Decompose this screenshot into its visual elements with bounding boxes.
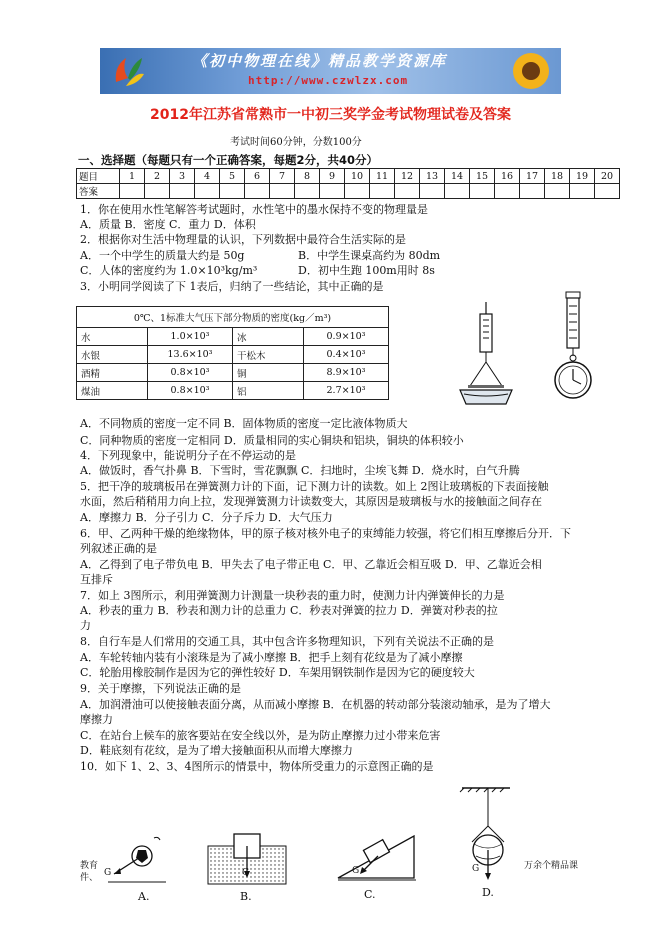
answer-cell[interactable] (220, 184, 245, 199)
q2-stem: 2．根据你对生活中物理量的认识，下列数据中最符合生活实际的是 (80, 233, 406, 246)
spring-balance-glass-plate-figure (456, 300, 516, 410)
q6-line-1: 6．甲、乙两种干燥的绝缘物体，甲的原子核对核外电子的束缚能力较强，将它们相互摩擦后分开．下 (80, 527, 571, 540)
figure-label-a: A. (138, 890, 150, 903)
answer-table-label: 答案 (77, 184, 120, 199)
answer-cell[interactable] (320, 184, 345, 199)
answer-cell[interactable] (295, 184, 320, 199)
q3-options-ab: A．不同物质的密度一定不同 B．固体物质的密度一定比液体物质大 (80, 417, 408, 430)
q10-stem: 10．如下 1、2、3、4图所示的情景中，物体所受重力的示意图正确的是 (80, 760, 434, 773)
answer-cell[interactable] (570, 184, 595, 199)
substance-name: 铝 (233, 382, 304, 400)
q7-line-3: 力 (80, 619, 91, 632)
density-value: 0.8×10³ (148, 382, 233, 400)
substance-name: 干松木 (233, 346, 304, 364)
table-row (77, 346, 389, 364)
answer-cell[interactable] (495, 184, 520, 199)
density-table-caption: 0℃、1标准大气压下部分物质的密度(kg／m³) (77, 307, 389, 328)
substance-name: 酒精 (77, 364, 148, 382)
answer-table (76, 168, 620, 199)
density-value: 8.9×10³ (304, 364, 389, 382)
substance-name: 水银 (77, 346, 148, 364)
force-label-c: G (352, 866, 360, 876)
answer-cell[interactable] (520, 184, 545, 199)
answer-table-row (77, 169, 620, 184)
answer-table-label: 题目 (77, 169, 120, 184)
question-number: 10 (345, 169, 370, 184)
question-number: 4 (195, 169, 220, 184)
density-table (76, 306, 389, 400)
q2-option-c: C．人体的密度约为 1.0×10³kg/m³ (80, 264, 258, 277)
header-banner (100, 48, 561, 94)
question-number: 18 (545, 169, 570, 184)
q5-options: A．摩擦力 B．分子引力 C．分子斥力 D．大气压力 (80, 511, 333, 524)
side-note-left-1: 教育 (80, 861, 99, 871)
density-value: 0.9×10³ (304, 328, 389, 346)
density-value: 0.8×10³ (148, 364, 233, 382)
question-number: 7 (270, 169, 295, 184)
sunflower-icon (509, 50, 553, 92)
answer-cell[interactable] (370, 184, 395, 199)
question-number: 16 (495, 169, 520, 184)
table-row (77, 382, 389, 400)
q7-line-2: A．秒表的重力 B．秒表和测力计的总重力 C．秒表对弹簧的拉力 D．弹簧对秒表的拉 (80, 604, 498, 617)
question-number: 13 (420, 169, 445, 184)
answer-cell[interactable] (545, 184, 570, 199)
answer-cell[interactable] (445, 184, 470, 199)
q2-option-d: D．初中生跑 100m用时 8s (298, 264, 435, 277)
substance-name: 水 (77, 328, 148, 346)
q1-options: A．质量 B．密度 C．重力 D．体积 (80, 218, 256, 231)
question-number: 1 (120, 169, 145, 184)
answer-cell[interactable] (270, 184, 295, 199)
side-note-right: 万余个精品课 (524, 861, 579, 871)
force-label-d: G (472, 864, 480, 874)
q5-line-2: 水面，然后稍稍用力向上拉，发现弹簧测力计读数变大，其原因是玻璃板与水的接触面之间存在 (80, 495, 542, 508)
q2-option-a: A．一个中学生的质量大约是 50g (80, 249, 245, 262)
question-number: 12 (395, 169, 420, 184)
question-number: 14 (445, 169, 470, 184)
answer-cell[interactable] (420, 184, 445, 199)
table-row (77, 364, 389, 382)
question-number: 17 (520, 169, 545, 184)
q2-option-b: B．中学生课桌高约为 80dm (298, 249, 441, 262)
substance-name: 煤油 (77, 382, 148, 400)
site-logo-icon (112, 52, 146, 90)
density-value: 2.7×10³ (304, 382, 389, 400)
q8-stem: 8．自行车是人们常用的交通工具，其中包含许多物理知识，下列有关说法不正确的是 (80, 635, 494, 648)
question-number: 11 (370, 169, 395, 184)
question-number: 6 (245, 169, 270, 184)
answer-table-row (77, 184, 620, 199)
q3-options-cd: C．同种物质的密度一定相同 D．质量相同的实心铜块和铝块，铜块的体积较小 (80, 434, 464, 447)
banner-url: http://www.czwlzx.com (248, 74, 409, 87)
q9-line-4: C．在站台上候车的旅客要站在安全线以外，是为防止摩擦力过小带来危害 (80, 729, 441, 742)
q8-line-3: C．轮胎用橡胶制作是因为它的弹性较好 D．车架用钢铁制作是因为它的硬度较大 (80, 666, 475, 679)
answer-cell[interactable] (470, 184, 495, 199)
q9-stem: 9．关于摩擦，下列说法正确的是 (80, 682, 241, 695)
question-number: 19 (570, 169, 595, 184)
q9-line-3: 摩擦力 (80, 713, 113, 726)
table-row (77, 328, 389, 346)
answer-cell[interactable] (195, 184, 220, 199)
answer-cell[interactable] (345, 184, 370, 199)
figure-label-d: D. (482, 886, 494, 899)
density-value: 0.4×10³ (304, 346, 389, 364)
answer-cell[interactable] (245, 184, 270, 199)
answer-cell[interactable] (145, 184, 170, 199)
q7-stem: 7．如上 3图所示，利用弹簧测力计测量一块秒表的重力时，使测力计内弹簧伸长的力是 (80, 589, 505, 602)
q4-options: A．做饭时，香气扑鼻 B．下雪时，雪花飘飘 C．扫地时，尘埃飞舞 D．烧水时，白气升腾 (80, 464, 520, 477)
question-number: 15 (470, 169, 495, 184)
side-note-left-2: 件、 (80, 873, 99, 883)
spring-balance-stopwatch-figure (548, 290, 598, 402)
q8-line-2: A．车轮转轴内装有小滚珠是为了减小摩擦 B．把手上刻有花纹是为了减小摩擦 (80, 651, 463, 664)
q3-stem: 3．小明同学阅读了下 1表后，归纳了一些结论，其中正确的是 (80, 280, 384, 293)
answer-cell[interactable] (170, 184, 195, 199)
document-title: 2012年江苏省常熟市一中初三奖学金考试物理试卷及答案 (150, 107, 511, 123)
q1-stem: 1．你在使用水性笔解答考试题时，水性笔中的墨水保持不变的物理量是 (80, 203, 428, 216)
question-number: 3 (170, 169, 195, 184)
exam-meta: 考试时间60分钟，分数100分 (230, 137, 362, 148)
section-heading: 一、选择题（每题只有一个正确答案，每题2分，共40分） (78, 153, 379, 167)
question-number: 20 (595, 169, 620, 184)
q6-line-3: A．乙得到了电子带负电 B．甲失去了电子带正电 C．甲、乙靠近会相互吸 D．甲、乙靠近会相 (80, 558, 542, 571)
answer-cell[interactable] (395, 184, 420, 199)
density-value: 13.6×10³ (148, 346, 233, 364)
substance-name: 冰 (233, 328, 304, 346)
question-number: 5 (220, 169, 245, 184)
question-number: 2 (145, 169, 170, 184)
force-label-a: G (104, 868, 112, 878)
figure-d-hanging-ball (458, 786, 514, 886)
q9-line-5: D．鞋底刻有花纹，是为了增大接触面积从而增大摩擦力 (80, 744, 353, 757)
figure-label-c: C. (364, 888, 376, 901)
question-number: 9 (320, 169, 345, 184)
q4-stem: 4．下列现象中，能说明分子在不停运动的是 (80, 449, 296, 462)
substance-name: 铜 (233, 364, 304, 382)
banner-title: 《初中物理在线》精品教学资源库 (192, 52, 448, 70)
q6-line-4: 互排斥 (80, 573, 113, 586)
density-value: 1.0×10³ (148, 328, 233, 346)
q5-line-1: 5．把干净的玻璃板吊在弹簧测力计的下面，记下测力计的读数。如上 2图让玻璃板的下表面接触 (80, 480, 549, 493)
figure-c-incline-block (334, 826, 418, 882)
q9-line-2: A．加润滑油可以使接触表面分离，从而减小摩擦 B．在机器的转动部分装滚动轴承，是为了增大 (80, 698, 551, 711)
answer-cell[interactable] (120, 184, 145, 199)
figure-label-b: B. (240, 890, 252, 903)
q6-line-2: 列叙述正确的是 (80, 542, 157, 555)
force-label-b: G (242, 868, 250, 878)
question-number: 8 (295, 169, 320, 184)
answer-cell[interactable] (595, 184, 620, 199)
figure-a-football (106, 830, 168, 890)
